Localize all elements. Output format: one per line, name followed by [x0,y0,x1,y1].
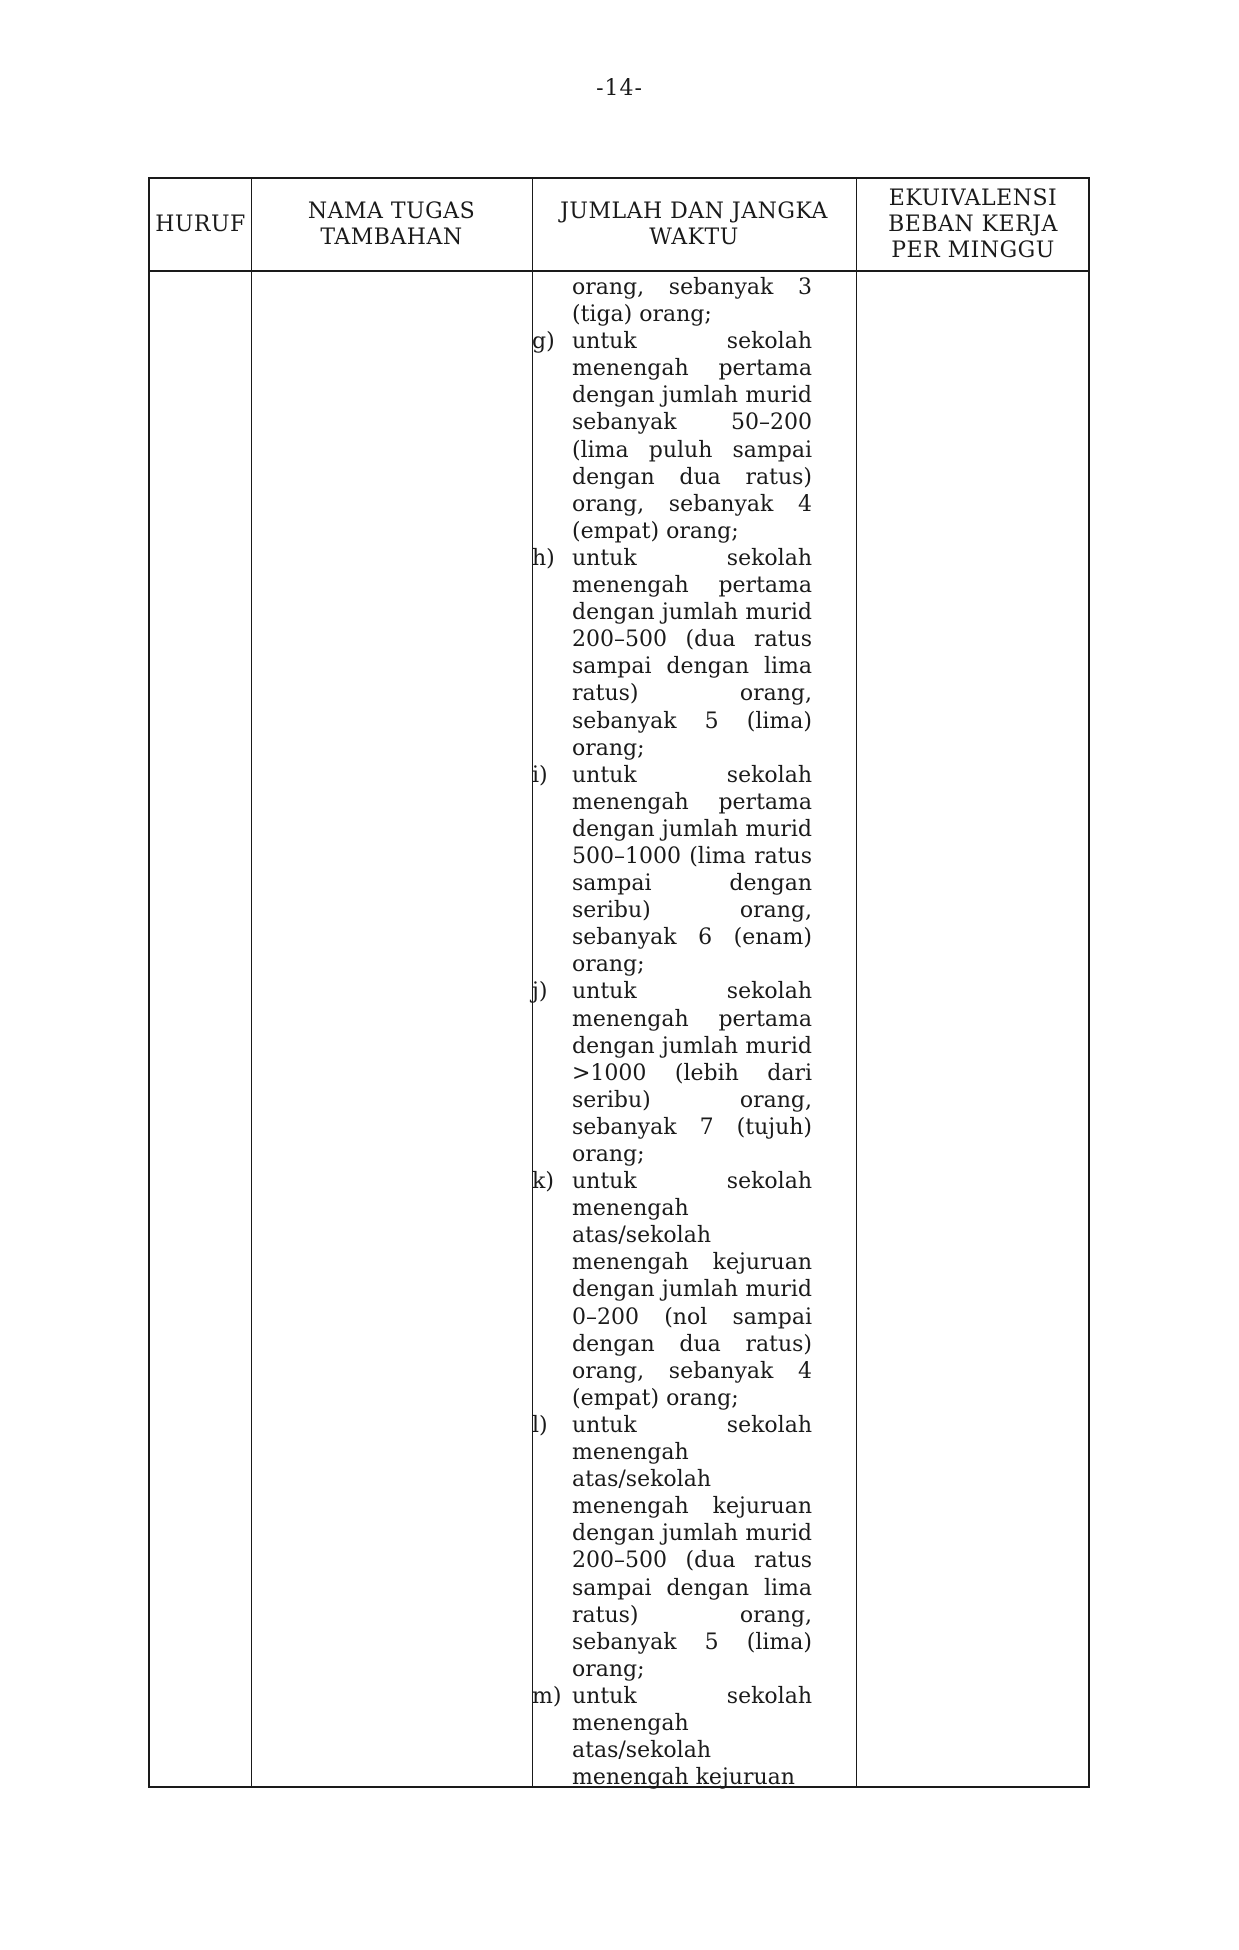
header-ekuivalensi: EKUIVALENSI BEBAN KERJA PER MINGGU [888,185,1058,263]
item-label: i) [532,762,548,788]
item-text: untuk sekolah menengah pertama dengan jumlah murid 200–500 (dua ratus sampai dengan lima ratus) orang, sebanyak 5 (lima) orang; [572,545,812,761]
header-huruf: HURUF [155,211,246,237]
item-text: untuk sekolah menengah pertama dengan jumlah murid 500–1000 (lima ratus sampai dengan seribu) orang, sebanyak 6 (enam) orang; [572,762,812,978]
column-divider [251,179,252,1786]
item-text: untuk sekolah menengah atas/sekolah menengah kejuruan [572,1683,812,1791]
header-jumlah: JUMLAH DAN JANGKA WAKTU [560,198,828,250]
column-divider [856,179,857,1786]
item-text: untuk sekolah menengah pertama dengan jumlah murid >1000 (lebih dari seribu) orang, sebanyak 7 (tujuh) orang; [572,979,812,1167]
item-text: untuk sekolah menengah atas/sekolah menengah kejuruan dengan jumlah murid 200–500 (dua ratus sampai dengan lima ratus) orang, sebanyak 5 (lima) orang; [572,1412,812,1682]
item-label: l) [532,1412,548,1438]
jumlah-cell [532,274,852,1791]
list-item [532,762,852,979]
item-label: g) [532,329,555,355]
item-label: m) [532,1683,562,1709]
header-nama-tugas: NAMA TUGAS TAMBAHAN [307,198,476,250]
item-text: untuk sekolah menengah pertama dengan jumlah murid sebanyak 50–200 (lima puluh sampai dengan dua ratus) orang, sebanyak 4 (empat) orang; [572,329,812,544]
list-item [532,1168,852,1412]
list-item [532,328,852,545]
page-number: -14- [596,76,643,101]
item-label: h) [532,545,555,571]
continuation-text: orang, sebanyak 3 (tiga) orang; [572,275,812,328]
assignment-table [148,177,1090,1791]
list-item [532,978,852,1168]
list-item [532,1683,852,1791]
item-list [532,328,852,1791]
item-label: k) [532,1169,554,1195]
item-label: j) [532,979,548,1005]
table-header-row [150,179,1088,272]
item-text: untuk sekolah menengah atas/sekolah menengah kejuruan dengan jumlah murid 0–200 (nol sampai dengan dua ratus) orang, sebanyak 4 (empat) orang; [572,1169,812,1411]
list-item [532,545,852,762]
list-item [532,1412,852,1683]
